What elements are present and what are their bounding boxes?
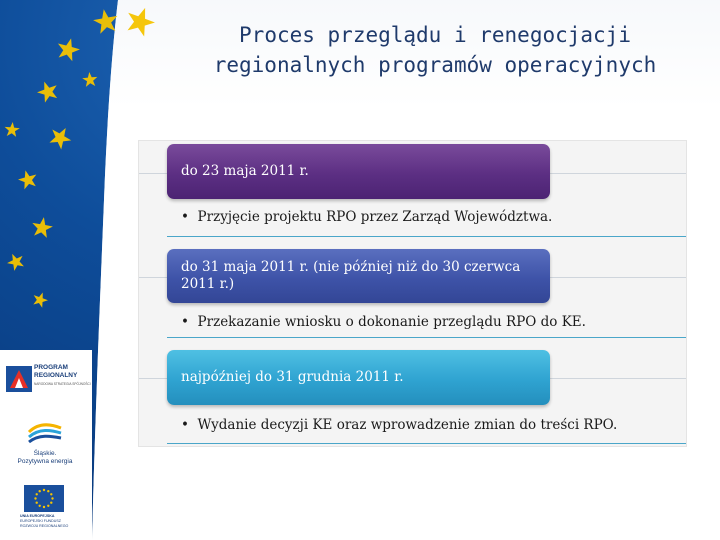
program-regionalny-icon [6, 364, 32, 394]
eu-logo [20, 485, 78, 537]
step-3-date-box [167, 350, 550, 405]
star-icon [30, 215, 54, 238]
step-2-action-text: Przekazanie wniosku o dokonanie przeglądu RPO do KE. [197, 314, 586, 330]
program-regionalny-logo [4, 358, 91, 398]
logo-program-line1: PROGRAM [34, 364, 68, 371]
logo-program-line3: NARODOWA STRATEGIA SPÓJNOŚCI [34, 382, 91, 386]
step-2-action: • Przekazanie wniosku o dokonanie przeglądu RPO do KE. [181, 314, 586, 330]
slaskie-wave-icon [25, 420, 65, 448]
divider-line [167, 337, 686, 338]
logo-slaskie-line1: Śląskie. [33, 450, 57, 457]
star-icon [46, 123, 75, 152]
star-icon [34, 78, 60, 104]
step-1-date-box [167, 144, 550, 199]
star-icon [82, 71, 98, 87]
divider-line [167, 236, 686, 237]
star-icon [4, 121, 20, 137]
eu-flag-icon [24, 485, 64, 512]
step-3-action-text: Wydanie decyzji KE oraz wprowadzenie zmian do treści RPO. [197, 417, 618, 433]
star-icon [31, 290, 50, 309]
step-1-date: do 23 maja 2011 r. [181, 163, 309, 179]
step-1-action-text: Przyjęcie projektu RPO przez Zarząd Województwa. [197, 209, 553, 225]
title-line-1: Proces przeglądu i renegocjacji [239, 23, 631, 47]
step-1-action: • Przyjęcie projektu RPO przez Zarząd Województwa. [181, 209, 553, 225]
eu-stars-decoration [0, 0, 160, 340]
title-line-2: regionalnych programów operacyjnych [213, 53, 657, 77]
star-icon [92, 7, 120, 34]
star-icon [4, 250, 26, 272]
step-2-date: do 31 maja 2011 r. (nie później niż do 30 czerwca 2011 r.) [181, 259, 521, 292]
timeline-diagram [138, 140, 687, 447]
slaskie-logo [10, 420, 80, 470]
slide-title [150, 20, 720, 80]
divider-line [167, 443, 686, 444]
logo-unia-line3: ROZWOJU REGIONALNEGO [20, 524, 69, 528]
star-icon [16, 168, 39, 190]
logo-slaskie-line2: Pozytywna energia [17, 458, 73, 465]
step-3-date: najpóźniej do 31 grudnia 2011 r. [181, 369, 404, 385]
logo-program-line2: REGIONALNY [34, 372, 78, 379]
star-icon [54, 35, 82, 62]
logo-unia-line2: EUROPEJSKI FUNDUSZ [20, 519, 61, 523]
step-2-date-box [167, 249, 550, 303]
step-3-action: • Wydanie decyzji KE oraz wprowadzenie zmian do treści RPO. [181, 417, 618, 433]
logo-unia-line1: UNIA EUROPEJSKA [20, 514, 55, 518]
